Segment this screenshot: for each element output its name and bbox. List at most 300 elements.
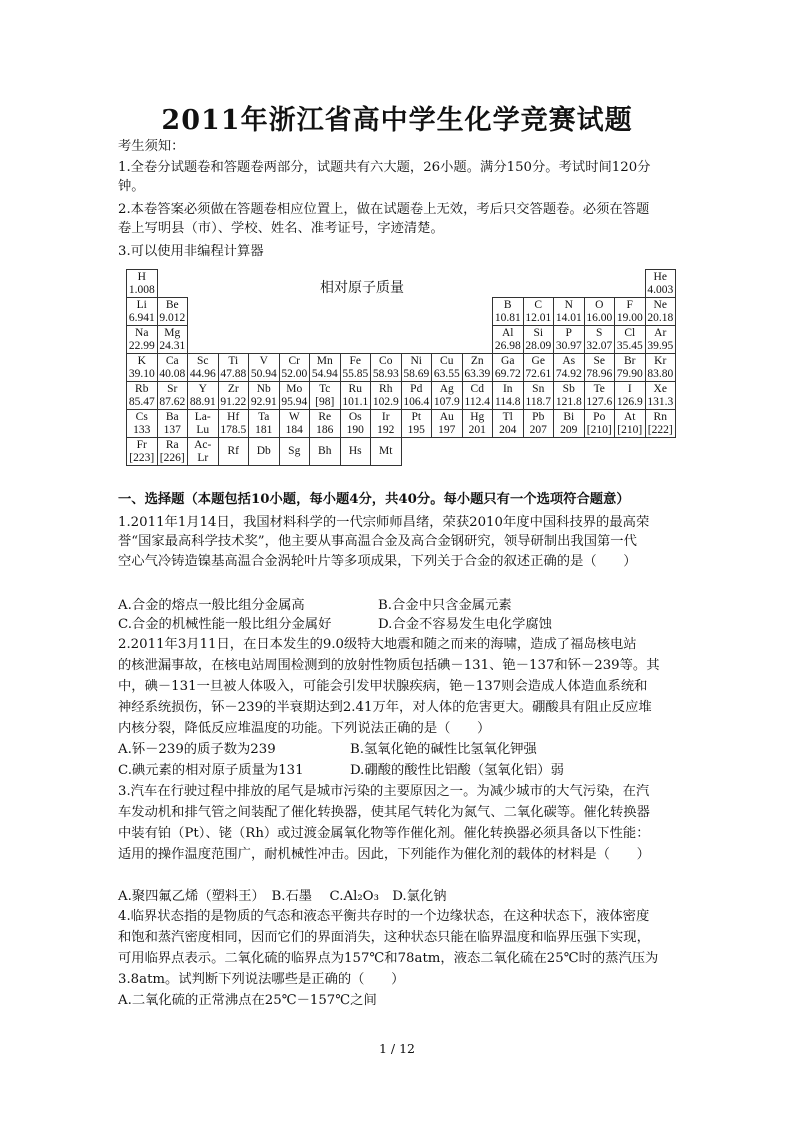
element-symbol: I <box>627 382 632 395</box>
element-symbol: Na <box>135 326 149 339</box>
element-cell <box>188 438 219 466</box>
element-symbol: Zr <box>227 382 239 395</box>
element-symbol: Fr <box>136 438 147 451</box>
element-mass: Lr <box>197 451 209 464</box>
option-b: B.合金中只含金属元素 <box>378 598 512 613</box>
element-mass: 16.00 <box>586 311 613 324</box>
element-cell <box>371 438 402 466</box>
element-cell <box>310 410 341 438</box>
question-text: 可用临界点表示。二氧化硫的临界点为157℃和78atm，液态二氧化硫在25℃时的蒸汽压为 <box>118 951 659 966</box>
element-cell <box>279 382 310 410</box>
element-symbol: Co <box>379 354 393 367</box>
element-symbol: Al <box>502 326 514 339</box>
empty-cell <box>310 298 341 326</box>
element-cell <box>157 326 188 354</box>
element-mass: 72.61 <box>525 367 552 380</box>
element-mass: 35.45 <box>616 339 643 352</box>
element-cell <box>188 410 219 438</box>
empty-cell <box>462 270 493 298</box>
element-symbol: Os <box>348 410 362 423</box>
element-mass: 10.81 <box>494 311 521 324</box>
element-symbol: Pt <box>411 410 422 423</box>
option-d: D.硼酸的酸性比铝酸（氢氧化铝）弱 <box>350 763 564 778</box>
element-mass: 195 <box>407 423 425 436</box>
element-symbol: K <box>137 354 146 367</box>
element-cell <box>157 438 188 466</box>
element-symbol: Si <box>533 326 544 339</box>
empty-cell <box>218 326 249 354</box>
element-symbol: At <box>624 410 636 423</box>
element-symbol: Zn <box>470 354 484 367</box>
question-text: 和饱和蒸汽密度相同，因而它们的界面消失，这种状态只能在临界温度和临界压强下实现， <box>118 930 650 945</box>
element-mass: [98] <box>315 395 335 408</box>
element-mass: [222] <box>647 423 673 436</box>
element-symbol: Ru <box>348 382 362 395</box>
element-mass: 190 <box>346 423 364 436</box>
element-mass: 19.00 <box>616 311 643 324</box>
element-symbol: Br <box>624 354 636 367</box>
element-mass: 69.72 <box>494 367 521 380</box>
element-symbol: Tl <box>502 410 513 423</box>
page-title: 2011年浙江省高中学生化学竞赛试题 <box>161 105 633 136</box>
element-cell <box>218 410 249 438</box>
element-symbol: Sr <box>167 382 178 395</box>
element-symbol: Bi <box>563 410 575 423</box>
element-mass: 44.96 <box>189 367 216 380</box>
element-mass: 126.9 <box>616 395 643 408</box>
element-mass: 95.94 <box>281 395 308 408</box>
element-symbol: Rh <box>379 382 393 395</box>
empty-cell <box>584 270 615 298</box>
empty-cell <box>249 298 280 326</box>
element-mass: Lu <box>196 423 210 436</box>
question-text: 空心气冷铸造镍基高温合金涡轮叶片等多项成果，下列关于合金的叙述正确的是（ ） <box>118 554 637 569</box>
option-a: A.钚－239的质子数为239 <box>118 742 276 757</box>
question-text: 4.临界状态指的是物质的气态和液态平衡共存时的一个边缘状态，在这种状态下，液体密度 <box>118 909 650 924</box>
empty-cell <box>401 270 432 298</box>
empty-cell <box>188 270 219 298</box>
element-symbol: Ca <box>165 354 179 367</box>
element-mass: 9.012 <box>159 311 186 324</box>
question-text: 适用的操作温度范围广，耐机械性冲击。因此，下列能作为催化剂的载体的材料是（ ） <box>118 847 650 862</box>
element-symbol: Ar <box>654 326 667 339</box>
empty-cell <box>432 298 463 326</box>
element-cell <box>127 270 158 298</box>
element-mass: 186 <box>316 423 334 436</box>
element-symbol: Ra <box>165 438 179 451</box>
empty-cell <box>462 326 493 354</box>
element-symbol: Cl <box>624 326 636 339</box>
element-mass: 91.22 <box>220 395 247 408</box>
element-cell <box>554 410 585 438</box>
empty-cell <box>218 298 249 326</box>
element-cell <box>401 354 432 382</box>
element-cell <box>615 382 646 410</box>
element-symbol: F <box>626 298 633 311</box>
element-cell <box>523 326 554 354</box>
element-mass: 133 <box>133 423 151 436</box>
question-text: 3.8atm。试判断下列说法哪些是正确的（ ） <box>118 972 405 987</box>
element-symbol: As <box>562 354 576 367</box>
periodic-table-row <box>127 298 676 326</box>
element-cell <box>371 410 402 438</box>
empty-cell <box>554 438 585 466</box>
element-symbol: O <box>595 298 604 311</box>
element-mass: 63.55 <box>433 367 460 380</box>
element-mass: 6.941 <box>128 311 155 324</box>
element-cell <box>523 298 554 326</box>
element-symbol: Au <box>439 410 454 423</box>
element-cell <box>615 354 646 382</box>
element-symbol: Mo <box>286 382 303 395</box>
element-symbol: Hf <box>227 410 240 423</box>
element-cell <box>371 382 402 410</box>
element-cell <box>340 354 371 382</box>
notice-line: 2.本卷答案必须做在答题卷相应位置上，做在试题卷上无效，考后只交答题卷。必须在答题 <box>118 202 650 217</box>
element-cell <box>340 410 371 438</box>
element-symbol: Cs <box>135 410 148 423</box>
element-mass: 92.91 <box>250 395 277 408</box>
element-mass: [226] <box>159 451 185 464</box>
option-a: A.合金的熔点一般比组分金属高 <box>118 598 305 613</box>
question-text: 3.汽车在行驶过程中排放的尾气是城市污染的主要原因之一。为减少城市的大气污染，在汽 <box>118 784 650 799</box>
element-symbol: Rb <box>135 382 149 395</box>
empty-cell <box>279 270 310 298</box>
element-symbol: Ti <box>228 354 239 367</box>
periodic-table-row <box>127 410 676 438</box>
element-mass: 1.008 <box>128 283 155 296</box>
element-symbol: Se <box>593 354 605 367</box>
periodic-table-row <box>127 354 676 382</box>
periodic-table <box>126 269 676 466</box>
element-symbol: V <box>259 354 268 367</box>
element-mass: 209 <box>560 423 578 436</box>
empty-cell <box>401 326 432 354</box>
element-symbol: B <box>503 298 512 311</box>
question-text: 中，碘－131一旦被人体吸入，可能会引发甲状腺疾病，铯－137则会造成人体造血系统和 <box>118 679 648 694</box>
element-symbol: Rn <box>653 410 667 423</box>
element-cell <box>310 382 341 410</box>
element-mass: 192 <box>377 423 395 436</box>
element-cell <box>554 354 585 382</box>
empty-cell <box>249 326 280 354</box>
element-cell <box>645 382 676 410</box>
element-symbol: Ga <box>501 354 515 367</box>
options-line: A.聚四氟乙烯（塑料王） B.石墨 C.Al₂O₃ D.氯化钠 <box>118 889 447 904</box>
element-symbol: Sn <box>532 382 545 395</box>
element-cell <box>127 298 158 326</box>
element-cell <box>584 410 615 438</box>
element-cell <box>493 382 524 410</box>
element-mass: 40.08 <box>159 367 186 380</box>
empty-cell <box>188 298 219 326</box>
element-symbol: In <box>502 382 513 395</box>
empty-cell <box>340 298 371 326</box>
element-cell <box>157 382 188 410</box>
element-symbol: Nb <box>256 382 271 395</box>
element-cell <box>127 354 158 382</box>
option-c: C.碘元素的相对原子质量为131 <box>118 763 304 778</box>
element-symbol: Db <box>256 445 271 457</box>
element-symbol: C <box>534 298 543 311</box>
element-cell <box>493 410 524 438</box>
element-symbol: Sg <box>288 445 301 457</box>
element-symbol: Ag <box>439 382 454 395</box>
element-cell <box>249 410 280 438</box>
empty-cell <box>218 270 249 298</box>
element-mass: 83.80 <box>647 367 674 380</box>
question-text: 的核泄漏事故，在核电站周围检测到的放射性物质包括碘－131、铯－137和钚－239等。其 <box>118 658 660 673</box>
empty-cell <box>493 270 524 298</box>
element-mass: 32.07 <box>586 339 613 352</box>
element-mass: 14.01 <box>555 311 582 324</box>
option-c: C.合金的机械性能一般比组分金属好 <box>118 617 332 632</box>
element-symbol: H <box>137 270 146 283</box>
element-symbol: Cr <box>288 354 300 367</box>
empty-cell <box>371 298 402 326</box>
element-mass: 20.18 <box>647 311 674 324</box>
element-cell <box>584 382 615 410</box>
element-mass: 4.003 <box>647 283 674 296</box>
page-number: 1 / 12 <box>378 1041 416 1056</box>
element-mass: 30.97 <box>555 339 582 352</box>
element-symbol: Ba <box>165 410 179 423</box>
element-symbol: Cd <box>470 382 484 395</box>
element-symbol: Mn <box>316 354 333 367</box>
element-mass: 39.95 <box>647 339 674 352</box>
question-text: 中装有铂（Pt）、铑（Rh）或过渡金属氧化物等作催化剂。催化转换器必须具备以下性能： <box>118 826 650 841</box>
element-symbol: Re <box>318 410 332 423</box>
option-d: D.合金不容易发生电化学腐蚀 <box>378 617 552 632</box>
element-cell <box>645 326 676 354</box>
element-mass: 24.31 <box>159 339 186 352</box>
element-cell <box>554 382 585 410</box>
element-cell <box>310 354 341 382</box>
element-cell <box>188 354 219 382</box>
element-symbol: Ni <box>410 354 422 367</box>
element-mass: 102.9 <box>372 395 399 408</box>
element-cell <box>340 438 371 466</box>
element-mass: 63.39 <box>464 367 491 380</box>
empty-cell <box>645 438 676 466</box>
element-symbol: Hg <box>470 410 485 423</box>
element-symbol: W <box>288 410 300 423</box>
element-symbol: La- <box>194 410 211 423</box>
element-symbol: Kr <box>654 354 667 367</box>
empty-cell <box>462 298 493 326</box>
empty-cell <box>584 438 615 466</box>
empty-cell <box>554 270 585 298</box>
empty-cell <box>523 438 554 466</box>
element-mass: 127.6 <box>586 395 613 408</box>
element-symbol: Ac- <box>194 438 212 451</box>
element-symbol: Rf <box>227 445 239 457</box>
element-symbol: Mg <box>164 326 181 339</box>
element-cell <box>493 354 524 382</box>
empty-cell <box>310 326 341 354</box>
element-cell <box>218 438 249 466</box>
element-mass: 184 <box>285 423 303 436</box>
element-cell <box>584 298 615 326</box>
element-symbol: Li <box>136 298 147 311</box>
element-cell <box>615 298 646 326</box>
element-cell <box>340 382 371 410</box>
element-symbol: He <box>653 270 667 283</box>
periodic-table-caption: 相对原子质量 <box>320 280 404 296</box>
element-cell <box>157 410 188 438</box>
element-symbol: Fe <box>349 354 361 367</box>
element-symbol: Tc <box>319 382 331 395</box>
element-cell <box>584 326 615 354</box>
element-mass: 207 <box>529 423 547 436</box>
element-cell <box>645 270 676 298</box>
question-text: A.二氧化硫的正常沸点在25℃－157℃之间 <box>118 993 377 1008</box>
element-symbol: S <box>596 326 603 339</box>
periodic-table-row <box>127 326 676 354</box>
empty-cell <box>432 326 463 354</box>
element-cell <box>493 326 524 354</box>
element-cell <box>523 354 554 382</box>
element-mass: 54.94 <box>311 367 338 380</box>
element-cell <box>554 326 585 354</box>
element-cell <box>554 298 585 326</box>
empty-cell <box>493 438 524 466</box>
element-cell <box>127 410 158 438</box>
element-cell <box>249 382 280 410</box>
element-mass: 85.47 <box>128 395 155 408</box>
element-cell <box>310 438 341 466</box>
element-symbol: Ne <box>653 298 667 311</box>
element-mass: 88.91 <box>189 395 216 408</box>
notice-line: 3.可以使用非编程计算器 <box>118 244 264 259</box>
element-symbol: Te <box>593 382 605 395</box>
empty-cell <box>615 438 646 466</box>
element-mass: 58.69 <box>403 367 430 380</box>
element-mass: 114.8 <box>495 395 521 408</box>
element-symbol: Hs <box>348 445 362 457</box>
element-cell <box>432 382 463 410</box>
empty-cell <box>432 438 463 466</box>
element-cell <box>249 354 280 382</box>
element-mass: 107.9 <box>433 395 460 408</box>
element-mass: 22.99 <box>128 339 155 352</box>
element-mass: 112.4 <box>464 395 490 408</box>
element-symbol: Mt <box>379 445 393 457</box>
element-cell <box>615 326 646 354</box>
empty-cell <box>401 298 432 326</box>
element-symbol: P <box>565 326 572 339</box>
element-symbol: Cu <box>440 354 454 367</box>
element-symbol: Po <box>593 410 606 423</box>
element-cell <box>401 382 432 410</box>
empty-cell <box>340 326 371 354</box>
element-cell <box>371 354 402 382</box>
element-mass: 26.98 <box>494 339 521 352</box>
element-cell <box>127 382 158 410</box>
element-mass: [210] <box>586 423 612 436</box>
element-cell <box>157 354 188 382</box>
element-mass: 101.1 <box>342 395 369 408</box>
empty-cell <box>188 326 219 354</box>
element-cell <box>188 382 219 410</box>
periodic-table-row <box>127 438 676 466</box>
empty-cell <box>462 438 493 466</box>
element-mass: 87.62 <box>159 395 186 408</box>
element-mass: 52.00 <box>281 367 308 380</box>
element-cell <box>127 326 158 354</box>
element-symbol: Pd <box>410 382 423 395</box>
element-symbol: Sb <box>562 382 575 395</box>
element-symbol: Xe <box>653 382 667 395</box>
element-cell <box>645 410 676 438</box>
empty-cell <box>249 270 280 298</box>
question-text: 车发动机和排气管之间装配了催化转换器，使其尾气转化为氮气、二氧化碳等。催化转换器 <box>118 805 650 820</box>
element-mass: 201 <box>468 423 486 436</box>
empty-cell <box>432 270 463 298</box>
element-symbol: N <box>564 298 573 311</box>
element-cell <box>462 382 493 410</box>
notice-line: 卷上写明县（市）、学校、姓名、准考证号，字迹清楚。 <box>118 221 444 236</box>
question-text: 神经系统损伤，钚－239的半衰期达到2.41万年，对人体的危害更大。硼酸具有阻止反应堆 <box>118 700 652 715</box>
element-mass: 12.01 <box>525 311 552 324</box>
element-symbol: Bh <box>318 445 332 457</box>
element-symbol: Ir <box>381 410 390 423</box>
element-cell <box>401 410 432 438</box>
element-cell <box>432 410 463 438</box>
element-mass: 47.88 <box>220 367 247 380</box>
element-mass: [210] <box>617 423 643 436</box>
element-symbol: Be <box>165 298 179 311</box>
element-cell <box>523 410 554 438</box>
element-mass: 74.92 <box>555 367 582 380</box>
element-mass: 55.85 <box>342 367 369 380</box>
element-mass: 197 <box>438 423 456 436</box>
element-mass: 181 <box>255 423 273 436</box>
empty-cell <box>615 270 646 298</box>
element-cell <box>279 438 310 466</box>
empty-cell <box>279 326 310 354</box>
element-mass: [223] <box>129 451 155 464</box>
element-cell <box>218 354 249 382</box>
element-mass: 137 <box>163 423 181 436</box>
element-mass: 50.94 <box>250 367 277 380</box>
element-cell <box>432 354 463 382</box>
element-mass: 39.10 <box>128 367 155 380</box>
question-text: 2.2011年3月11日，在日本发生的9.0级特大地震和随之而来的海啸，造成了福岛核电站 <box>118 637 637 652</box>
question-text: 1.2011年1月14日，我国材料科学的一代宗师师昌绪，荣获2010年度中国科技界的最高荣 <box>118 515 650 530</box>
element-symbol: Pb <box>532 410 545 423</box>
element-symbol: Ge <box>531 354 545 367</box>
option-b: B.氢氧化铯的碱性比氢氧化钾强 <box>350 742 537 757</box>
element-mass: 121.8 <box>555 395 582 408</box>
empty-cell <box>523 270 554 298</box>
notice-line: 1.全卷分试题卷和答题卷两部分，试题共有六大题，26小题。满分150分。考试时间120分 <box>118 160 651 175</box>
element-mass: 78.96 <box>586 367 613 380</box>
element-cell <box>127 438 158 466</box>
element-mass: 204 <box>499 423 517 436</box>
element-symbol: Y <box>198 382 207 395</box>
question-text: 誉“国家最高科学技术奖”，他主要从事高温合金及高合金钢研究，领导研制出我国第一代 <box>118 534 637 549</box>
element-cell <box>249 438 280 466</box>
element-cell <box>493 298 524 326</box>
section-heading: 一、选择题（本题包括10小题，每小题4分，共40分。每小题只有一个选项符合题意） <box>118 492 630 507</box>
element-mass: 118.7 <box>525 395 551 408</box>
element-cell <box>279 354 310 382</box>
element-cell <box>279 410 310 438</box>
element-cell <box>523 382 554 410</box>
empty-cell <box>371 326 402 354</box>
element-mass: 79.90 <box>616 367 643 380</box>
